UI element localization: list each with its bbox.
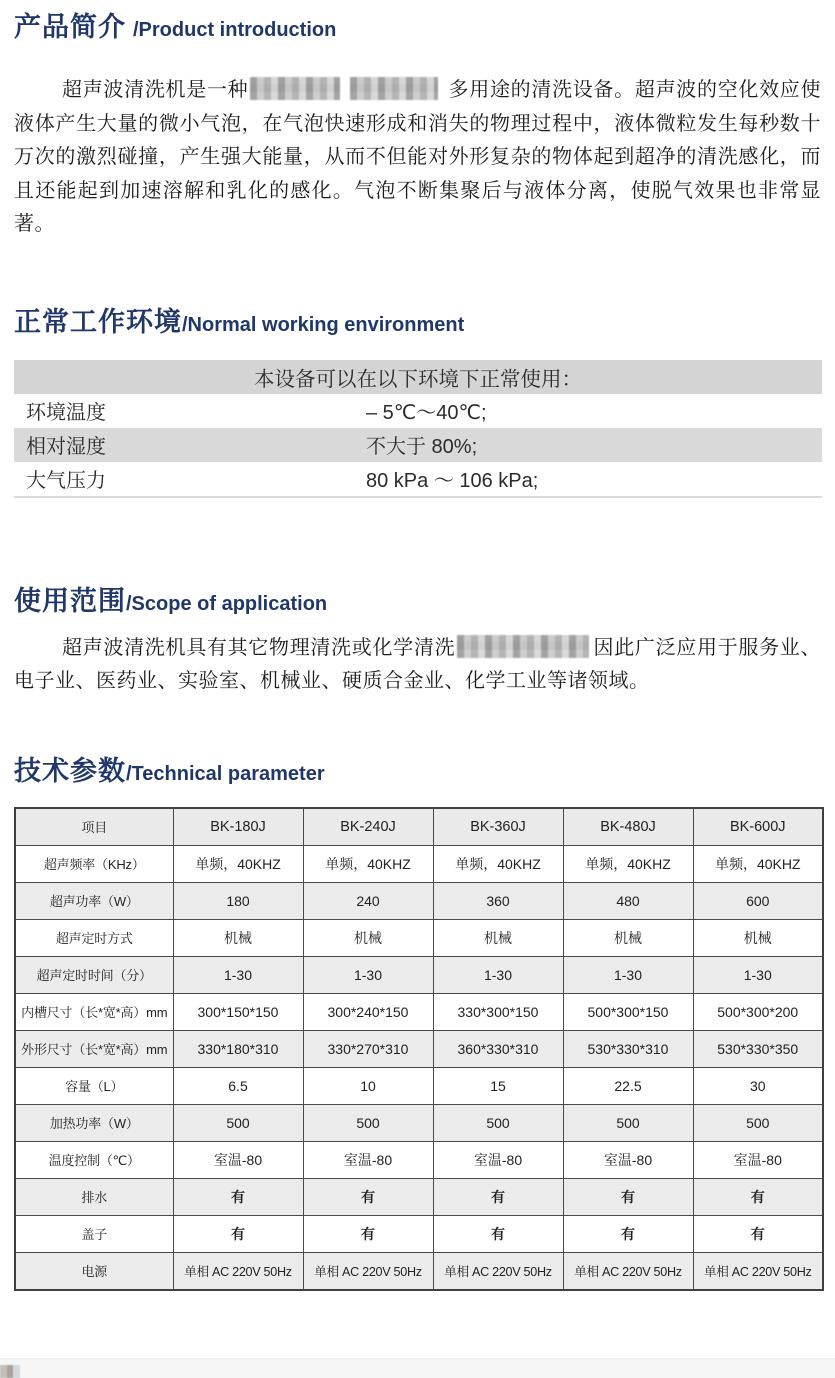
- tech-row-value: 15: [433, 1067, 563, 1104]
- cutoff-image-fragment: [0, 1365, 20, 1378]
- tech-row-value: 单频，40KHZ: [433, 845, 563, 882]
- tech-table-row: [15, 882, 823, 919]
- scope-heading-en: /Scope of application: [126, 592, 328, 615]
- tech-row-value: 480: [563, 882, 693, 919]
- tech-table-row: [15, 1252, 823, 1290]
- tech-header-model: BK-600J: [693, 808, 823, 846]
- tech-heading-en: /Technical parameter: [126, 762, 325, 785]
- tech-row-value: 有: [433, 1215, 563, 1252]
- tech-row-value: 单频，40KHZ: [563, 845, 693, 882]
- intro-text-after: 多用途的清洗设备。超声波的空化效应使液体产生大量的微小气泡，在气泡快速形成和消失的物理过程中，液体微粒发生每秒数十万次的激烈碰撞，产生强大能量，从而不但能对外形复杂的物体起到超净的清洗感化，而且还能起到加速溶解和乳化的感化。气泡不断集聚后与液体分离，使脱气效果也非常显著。: [14, 79, 822, 235]
- tech-row-value: 有: [303, 1215, 433, 1252]
- environment-table-rows: [14, 394, 822, 496]
- tech-table-row: [15, 1030, 823, 1067]
- tech-table-header-row: [15, 808, 823, 846]
- env-table-row: [14, 428, 822, 462]
- tech-row-value: 机械: [693, 919, 823, 956]
- env-row-label: 环境温度: [26, 402, 106, 424]
- censored-region: [457, 635, 589, 658]
- tech-row-label: 超声定时方式: [15, 919, 173, 956]
- tech-table-row: [15, 1141, 823, 1178]
- tech-row-label: 加热功率（W）: [15, 1104, 173, 1141]
- tech-row-value: 600: [693, 882, 823, 919]
- tech-row-value: 有: [173, 1215, 303, 1252]
- tech-row-value: 单频，40KHZ: [303, 845, 433, 882]
- intro-heading-en: /Product introduction: [133, 19, 337, 41]
- tech-row-value: 10: [303, 1067, 433, 1104]
- environment-heading-zh: 正常工作环境: [14, 306, 182, 337]
- tech-row-value: 180: [173, 882, 303, 919]
- tech-row-value: 单相 AC 220V 50Hz: [433, 1252, 563, 1290]
- tech-row-value: 500: [563, 1104, 693, 1141]
- tech-row-value: 330*180*310: [173, 1030, 303, 1067]
- tech-row-value: 室温-80: [173, 1141, 303, 1178]
- tech-row-value: 有: [693, 1178, 823, 1215]
- tech-row-value: 有: [433, 1178, 563, 1215]
- scope-text-after: 因此广泛应用于服务业、电子业、医药业、实验室、机械业、硬质合金业、化学工业等诸领域。: [14, 636, 822, 692]
- tech-table-row: [15, 993, 823, 1030]
- tech-row-value: 单相 AC 220V 50Hz: [173, 1252, 303, 1290]
- next-section-strip: [0, 1358, 835, 1378]
- environment-heading-en: /Normal working environment: [182, 313, 465, 336]
- tech-row-value: 300*150*150: [173, 993, 303, 1030]
- tech-row-value: 单相 AC 220V 50Hz: [563, 1252, 693, 1290]
- tech-row-value: 500: [693, 1104, 823, 1141]
- tech-parameter-table: [14, 807, 824, 1291]
- tech-row-value: 单频，40KHZ: [693, 845, 823, 882]
- tech-row-value: 240: [303, 882, 433, 919]
- intro-heading: [14, 0, 821, 48]
- intro-paragraph: [14, 74, 821, 242]
- tech-row-label: 超声频率（KHz）: [15, 845, 173, 882]
- tech-row-label: 电源: [15, 1252, 173, 1290]
- tech-row-value: 1-30: [433, 956, 563, 993]
- tech-row-value: 机械: [303, 919, 433, 956]
- tech-row-value: 有: [563, 1178, 693, 1215]
- tech-row-value: 500*300*150: [563, 993, 693, 1030]
- tech-row-value: 1-30: [563, 956, 693, 993]
- tech-row-value: 500: [433, 1104, 563, 1141]
- environment-table-header: 本设备可以在以下环境下正常使用：: [14, 360, 822, 394]
- tech-row-value: 单频，40KHZ: [173, 845, 303, 882]
- tech-row-value: 6.5: [173, 1067, 303, 1104]
- tech-header-model: BK-480J: [563, 808, 693, 846]
- tech-heading-zh: 技术参数: [14, 755, 126, 786]
- tech-row-label: 容量（L）: [15, 1067, 173, 1104]
- tech-row-value: 500: [173, 1104, 303, 1141]
- tech-table-row: [15, 845, 823, 882]
- scope-heading: [14, 583, 821, 622]
- tech-header-model: BK-360J: [433, 808, 563, 846]
- intro-text-before: 超声波清洗机是一种: [62, 79, 249, 101]
- tech-row-value: 30: [693, 1067, 823, 1104]
- tech-row-value: 1-30: [303, 956, 433, 993]
- tech-heading: [14, 753, 821, 792]
- censored-region: [350, 77, 438, 100]
- intro-heading-zh: 产品简介: [14, 12, 126, 42]
- tech-row-value: 530*330*310: [563, 1030, 693, 1067]
- tech-row-value: 有: [303, 1178, 433, 1215]
- tech-row-value: 500*300*200: [693, 993, 823, 1030]
- env-row-label: 大气压力: [26, 470, 106, 492]
- environment-table: [14, 360, 822, 498]
- tech-row-value: 1-30: [693, 956, 823, 993]
- env-table-row: [14, 394, 822, 428]
- tech-row-value: 330*300*150: [433, 993, 563, 1030]
- tech-row-value: 有: [563, 1215, 693, 1252]
- tech-row-value: 室温-80: [433, 1141, 563, 1178]
- tech-table-row: [15, 1104, 823, 1141]
- scope-paragraph: [14, 632, 821, 699]
- tech-row-label: 排水: [15, 1178, 173, 1215]
- tech-row-value: 机械: [563, 919, 693, 956]
- tech-row-value: 室温-80: [563, 1141, 693, 1178]
- tech-row-value: 1-30: [173, 956, 303, 993]
- tech-row-value: 单相 AC 220V 50Hz: [693, 1252, 823, 1290]
- censored-region: [250, 77, 340, 100]
- tech-row-value: 室温-80: [303, 1141, 433, 1178]
- tech-header-model: BK-240J: [303, 808, 433, 846]
- environment-heading: [14, 304, 821, 343]
- scope-text-before: 超声波清洗机具有其它物理清洗或化学清洗: [62, 636, 456, 659]
- tech-row-value: 360*330*310: [433, 1030, 563, 1067]
- tech-row-label: 超声定时时间（分）: [15, 956, 173, 993]
- tech-row-value: 530*330*350: [693, 1030, 823, 1067]
- tech-row-value: 22.5: [563, 1067, 693, 1104]
- env-table-row: [14, 462, 822, 496]
- env-row-value: 80 kPa ～ 106 kPa;: [366, 470, 539, 492]
- tech-row-label: 外形尺寸（长*宽*高）mm: [15, 1030, 173, 1067]
- tech-row-label: 温度控制（℃）: [15, 1141, 173, 1178]
- tech-header-model: BK-180J: [173, 808, 303, 846]
- tech-row-value: 单相 AC 220V 50Hz: [303, 1252, 433, 1290]
- tech-header-item: 项目: [15, 808, 173, 846]
- tech-table-body: [15, 845, 823, 1290]
- tech-row-value: 500: [303, 1104, 433, 1141]
- tech-row-value: 330*270*310: [303, 1030, 433, 1067]
- tech-table-row: [15, 1178, 823, 1215]
- tech-row-value: 360: [433, 882, 563, 919]
- env-row-label: 相对湿度: [26, 436, 106, 458]
- tech-row-value: 机械: [433, 919, 563, 956]
- tech-row-value: 有: [173, 1178, 303, 1215]
- tech-table-row: [15, 1067, 823, 1104]
- tech-row-value: 有: [693, 1215, 823, 1252]
- tech-row-label: 内槽尺寸（长*宽*高）mm: [15, 993, 173, 1030]
- tech-row-value: 室温-80: [693, 1141, 823, 1178]
- tech-table-row: [15, 956, 823, 993]
- tech-row-value: 机械: [173, 919, 303, 956]
- env-row-value: – 5℃～40℃;: [366, 402, 487, 424]
- tech-table-row: [15, 919, 823, 956]
- tech-row-label: 超声功率（W）: [15, 882, 173, 919]
- tech-table-row: [15, 1215, 823, 1252]
- env-row-value: 不大于 80%;: [366, 436, 478, 458]
- tech-row-label: 盖子: [15, 1215, 173, 1252]
- tech-row-value: 300*240*150: [303, 993, 433, 1030]
- scope-heading-zh: 使用范围: [14, 585, 126, 616]
